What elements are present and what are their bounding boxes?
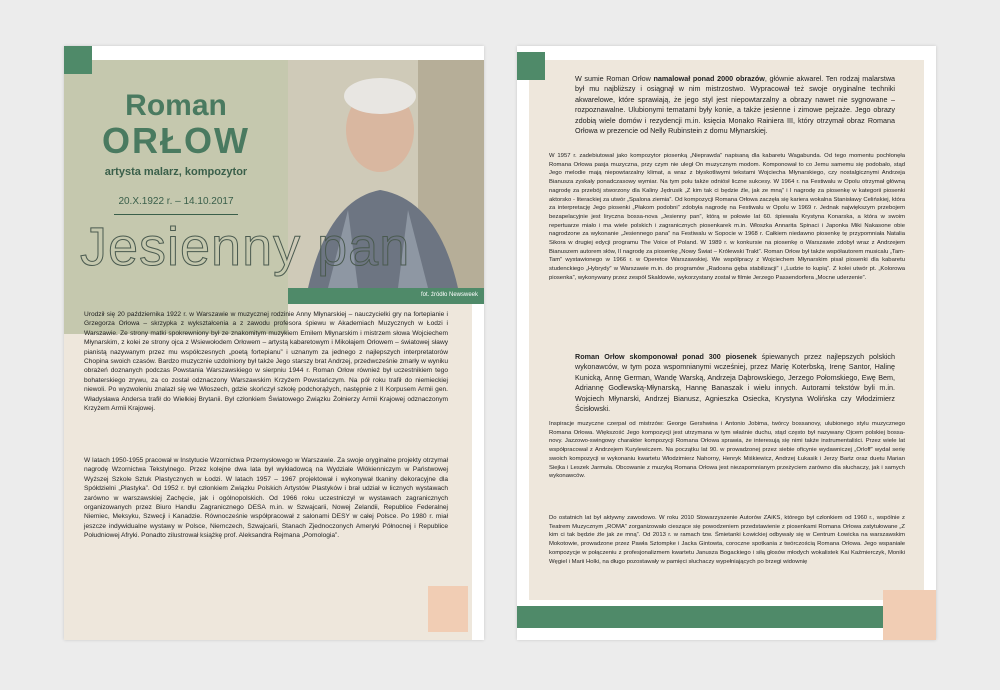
corner-accent xyxy=(428,586,468,632)
paragraph-paintings xyxy=(575,74,895,136)
paragraph-biography: Urodził się 20 października 1922 r. w Warszawie w muzycznej rodzinie Anny Młynarskiej – nauczycielki gry na fortepianie i Grzegorza Orłowa – skrzypka z wykształcenia a z zawodu profesora śpiewu w Akademiach Muzycznych w Łodzi i Warszawie. Ze strony matki spokrewniony był ze znakomitym muzykiem Emilem Młynarskim i mistrzem słowa Wojciechem Młynarskim, z kolei ze strony ojca z Wsiewołodem Orłowem – artystą kabaretowym i Mikołajem Orłowem – światowej sławy pianistą nazywanym przez mu współczesnych „poetą fortepianu” i uznanym za jednego z najlepszych interpretatorów Chopina swoich czasów. Bardzo muzycznie uzdolniony był także Jego starszy brat Andrzej, przedwcześnie zmarły w wyniku obrażeń doznanych podczas Powstania Warszawskiego w sierpniu 1944 r. Roman Orłow również był uczestnikiem tego bohaterskiego zrywu, za co został odznaczony Warszawskim Krzyżem Powstańczym. Na pół roku trafił do niemieckiej niewoli. Po wyzwoleniu znalazł się we Włoszech, gdzie skończył szkołę podchorążych, następnie z II Korpusem Armii gen. Władysława Andersa trafił do Wielkiej Brytanii. Był członkiem Światowego Związku Żołnierzy Armii Krajowej odznaczonym Krzyżem Armii Krajowej. xyxy=(84,311,448,413)
name-last: ORŁOW xyxy=(102,120,250,161)
paragraph-inspirations: Inspiracje muzyczne czerpał od mistrzów: George Gershwina i Antonio Jobima, twórcy bossanovy, ulubionego stylu muzycznego Romana Orłowa. Większość Jego kompozycji jest utrzymana w tym właśnie duchu, stąd często był nazywany Ojcem polskiej bossa-novy. Jazzowo-swingowy charakter kompozycji Romana Orłowa sprawia, że interesują się nimi także instrumentaliści. Przez wiele lat współpracował z Andrzejem Kurylewiczem. Na początku lat 90. w prowadzonej przez siebie oficynie wydawniczej „Orloff” wydał serię swoich kompozycji w wykonaniu kwartetu Włodzimierz Nahorny, Henryk Miśkiewicz, Andrzej Łukasik i Jerzy Bartz oraz duetu Marian Siejka i Leszek Jarmuła. Obcowanie z muzyką Romana Orłowa jest niezapomnianym przeżyciem zarówno dla słuchaczy, jak i samych wykonawców. xyxy=(549,421,905,480)
subtitle: artysta malarz, kompozytor xyxy=(104,166,248,178)
corner-square xyxy=(517,52,545,80)
photo-credit: fot. źródło Newsweek xyxy=(288,288,484,304)
paragraph-composer: W 1957 r. zadebiutował jako kompozytor piosenką „Nieprawda” napisaną dla kabaretu Wagabunda. Od tego momentu pochłonęła Romana Orłowa pasja muzyczna, przy czym nie uległ On muzycznym modom. Komponował to co Jemu samemu się podobało, stąd Jego melodie mają niepowtarzalny klimat, a wraz z błyskotliwymi tekstami Wojciecha Młynarskiego, czy nostalgicznymi Andrzeja Bianusza zyskały ponadczasowy wymiar. Na tym polu także odniósł liczne sukcesy. W 1964 r. na Festiwalu w Opolu otrzymał główną nagrodę za przebój stworzony dla Kaliny Jędrusik „Z kim tak ci będzie źle, jak ze mną” i I nagrodę za piosenkę w kategorii piosenki aktorsko - literackiej za utwór „Spalona ziemia”. Od kompozycji Romana Orłowa zaczęła się kariera wokalna Stanisławy Celińskiej, która za interpretację Jego piosenki „Płakom podobni” zdobyła nagrodę na Festiwalu w Opolu w 1969 r. Jednak największym przebojem bezapelacyjnie jest liryczna bossa-nova „Jesienny pan”, którą w połowie lat 60. śpiewała Krystyna Konarska, a która w swoim repertuarze miało i ma wiele polskich i zagranicznych piosenkarek m.in. Włoszka Annarita Spinaci i Japonka Miki Nakasone obie nagrodzone za wykonanie „Jesiennego pana” na Festiwalu w Sopocie w 1968 r. Całkiem niedawno piosenkę tę przypomniała Natalia Sikora w drugiej edycji programu The Voice of Poland. W 1989 r. w konkursie na piosenkę o Warszawie zdobył wraz z Andrzejem Bianuszem autorem słów, II nagrodę za piosenkę „Nowy Świat – Królewski Trakt”. Roman Orłow był także współautorem musicalu „Tam-Tam” wystawionego w 1966 r. w Operetce Warszawskiej. We współpracy z Wojciechem Młynarskim pisał piosenki dla kabaretu studenckiego „Hybrydy” w Warszawie m.in. do programów „Radosna gęba stabilizacji” i „Ludzie to kupią”. Z kolei utwór pt. „Kolorowa piosenka”, wykonywany przez zespół Skaldowie, wykorzystany został w filmie Jerzego Passendorfera „Mocne uderzenie”. xyxy=(549,153,905,281)
dates-divider xyxy=(114,214,238,215)
songs-highlight: Roman Orłow skomponował ponad 300 piosenek xyxy=(575,352,757,361)
corner-square xyxy=(64,46,92,74)
paragraph-late-years: Do ostatnich lat był aktywny zawodowo. W roku 2010 Stowarzyszenie Autorów ZAiKS, którego był członkiem od 1960 r., wspólnie z Teatrem Muzycznym „ROMA” zorganizowało cieszące się powodzeniem przedstawienie z piosenkami Romana Orłowa zatytułowane „Z kim ci tak będzie źle jak ze mną”. Od 2013 r. w ramach tzw. Śmietanki Łowickiej odbywały się w Centrum Łowicka na warszawskim Mokotowie, prowadzone przez Pawła Sztompke i Jacka Gintowta, coroczne spotkania z twórczością Romana Orłowa. Jego wspaniałe kompozycje w połączeniu z profesjonalizmem kwartetu Janusza Bogackiego i siłą głosów młodych wokalistek Kai Kaźmierczyk, Moniki Węgiel i Marii Holki, na długo pozostawały w pamięci słuchaczy wypełniających po brzegi widownię xyxy=(549,515,905,565)
songs-text: śpiewanych przez najlepszych polskich wykonawców, w tym poza wspomnianymi wcześniej, przez Marię Koterbską, Irenę Santor, Halinę Kunicką, Annę German, Wandę Warską, Andrzeja Dąbrowskiego, Jerzego Połomskiego, Ewę Bem, Adriannę Godlewską-Młynarską, Hannę Banaszak i wielu innych. Autorami tekstów byli m.in. Wojciech Młynarski, Andrzej Bianusz, Agnieszka Osiecka, Krystyna Wolińska czy Włodzimierz Ścisłowski. xyxy=(575,352,895,414)
paintings-text-b: , głównie akwarel. Ten rodzaj malarstwa był mu najbliższy i osiągnął w nim mistrzostwo. Wypracował też swoje oryginalne techniki akwarelowe, które sprawiają, że jego styl jest niepowtarzalny a obrazy nawet nie sygnowane – rozpoznawalne. Ulubionymi tematami były konie, a także jesienne i zimowe pejzaże. Jego obrazy zdobią wiele domów i rezydencji m.in. księcia Monako Rainiera III, który otrzymał obraz Romana Orłowa w prezencie od Nelly Rubinstein z domu Młynarskiej. xyxy=(575,74,896,136)
paintings-highlight: namalował ponad 2000 obrazów xyxy=(653,74,765,83)
corner-accent xyxy=(883,590,936,640)
paintings-text-a: W sumie Roman Orłow xyxy=(575,74,654,83)
page-right xyxy=(517,46,936,640)
name-first: Roman xyxy=(125,89,227,122)
footer-bar xyxy=(517,606,883,628)
life-dates: 20.X.1922 r. – 14.10.2017 xyxy=(118,196,234,207)
paragraph-songs xyxy=(575,352,895,414)
page-left xyxy=(64,46,484,640)
paragraph-career: W latach 1950-1955 pracował w Instytucie Wzornictwa Przemysłowego w Warszawie. Za swoje oryginalne projekty otrzymał nagrodę Wzornictwa Tekstylnego. Przez kolejne dwa lata był wykładowcą na Wydziale Włókienniczym w Państwowej Wyższej Szkole Sztuk Plastycznych w Łodzi. W latach 1957 – 1967 projektował i wykonywał tkaniny dekoracyjne dla Spółdzielni „Plastyka”. Od 1952 r. był członkiem Związku Polskich Artystów Plastyków i brał udział w licznych wystawach zarówno w warszawskiej Zachęcie, jak i ogólnopolskich. Od 1966 roku uczestniczył w wystawach zagranicznych organizowanych przez Biuro Handlu Zagranicznego DESA m.in. w Szwajcarii, Nowej Zelandii, Republice Federalnej Niemiec, Meksyku, Szwecji i Kanadzie. Równocześnie współpracował z salonami DESY w całej Polsce. Po 1980 r. miał jeszcze indywidualne wystawy w Polsce, Niemczech, Szwajcarii, Stanach Zjednoczonych Ameryki Północnej i Republice Południowej Afryki. Ponadto zilustrował książkę prof. Aleksandra Rejmana „Pomologia”. xyxy=(84,457,448,540)
big-title: Jesienny pan xyxy=(80,217,411,277)
